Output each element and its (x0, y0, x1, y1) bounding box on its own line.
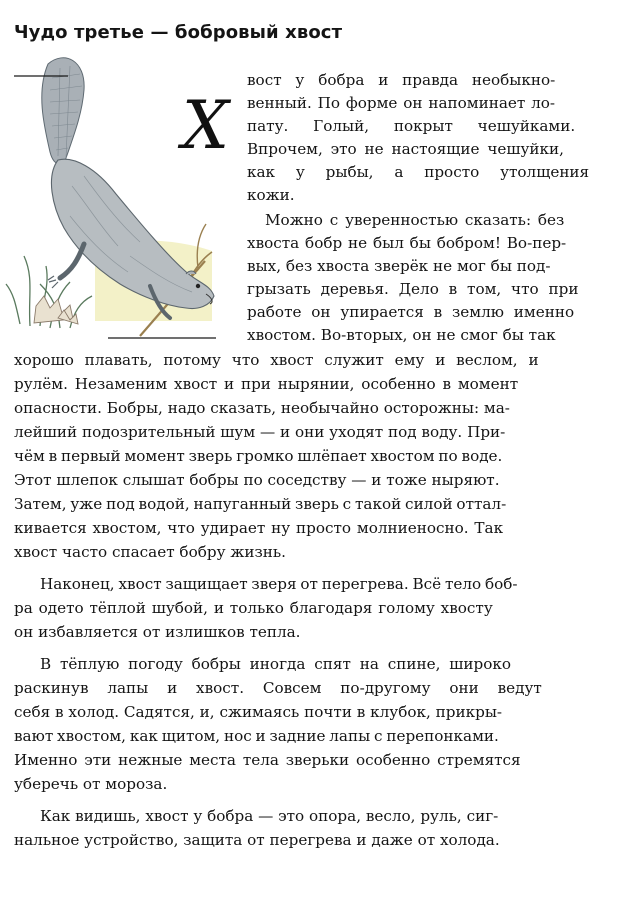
paragraph-line: грызать деревья. Дело в том, что при (247, 280, 579, 298)
paragraph-line: хорошо плавать, потому что хвост служит ему и веслом, и (14, 351, 539, 369)
paragraph-line: Именно эти нежные места тела зверьки особенно стремятся (14, 751, 521, 769)
paragraph-line: Затем, уже под водой, напуганный зверь с такой силой оттал- (14, 495, 507, 513)
paragraph-line: лейший подозрительный шум — и они уходят под воду. При- (14, 423, 506, 441)
paragraph-line: себя в холод. Садятся, и, сжимаясь почти в клубок, прикры- (14, 703, 503, 721)
paragraph-line: Как видишь, хвост у бобра — это опора, весло, руль, сиг- (40, 807, 499, 825)
chapter-heading: Чудо третье — бобровый хвост (14, 22, 343, 43)
paragraph-line: раскинув лапы и хвост. Совсем по-другому они ведут (14, 679, 542, 697)
beaver-illustration (0, 56, 240, 346)
paragraph-line: нальное устройство, защита от перегрева и даже от холода. (14, 831, 500, 849)
paragraph-line: Наконец, хвост защищает зверя от перегрева. Всё тело боб- (40, 575, 518, 593)
paragraph-line: Этот шлепок слышат бобры по соседству — и тоже ныряют. (14, 471, 500, 489)
paragraph-line: В тёплую погоду бобры иногда спят на спине, широко (40, 655, 511, 673)
paragraph-line: хвост часто спасает бобру жизнь. (14, 543, 286, 561)
paragraph-line: венный. По форме он напоминает ло- (247, 94, 556, 112)
paragraph-line: рулём. Незаменим хвост и при нырянии, особенно в момент (14, 375, 519, 393)
drop-cap-letter: Х (182, 87, 229, 164)
paragraph-line: кивается хвостом, что удирает ну просто молниеносно. Так (14, 519, 504, 537)
paragraph-line: пату. Голый, покрыт чешуйками. (247, 117, 576, 135)
paragraph-line: хвостом. Во-вторых, он не смог бы так (247, 326, 556, 344)
paragraph-line: как у рыбы, а просто утолщения (247, 163, 590, 181)
paragraph-line: Можно с уверенностью сказать: без (265, 211, 565, 229)
paragraph-line: кожи. (247, 186, 295, 204)
paragraph-line: работе он упирается в землю именно (247, 303, 575, 321)
paragraph-line: Впрочем, это не настоящие чешуйки, (247, 140, 564, 158)
paragraph-line: вост у бобра и правда необыкно- (247, 71, 556, 89)
paragraph-line: он избавляется от излишков тепла. (14, 623, 301, 641)
paragraph-line: опасности. Бобры, надо сказать, необычайно осторожны: ма- (14, 399, 510, 417)
paragraph-line: хвоста бобр не был бы бобром! Во-пер- (247, 234, 567, 252)
paragraph-line: ра одето тёплой шубой, и только благодаря голому хвосту (14, 599, 493, 617)
paragraph-line: чём в первый момент зверь громко шлёпает хвостом по воде. (14, 447, 503, 465)
paragraph-line: вых, без хвоста зверёк не мог бы под- (247, 257, 551, 275)
paragraph-line: уберечь от мороза. (14, 775, 168, 793)
paragraph-line: вают хвостом, как щитом, нос и задние лапы с перепонками. (14, 727, 499, 745)
